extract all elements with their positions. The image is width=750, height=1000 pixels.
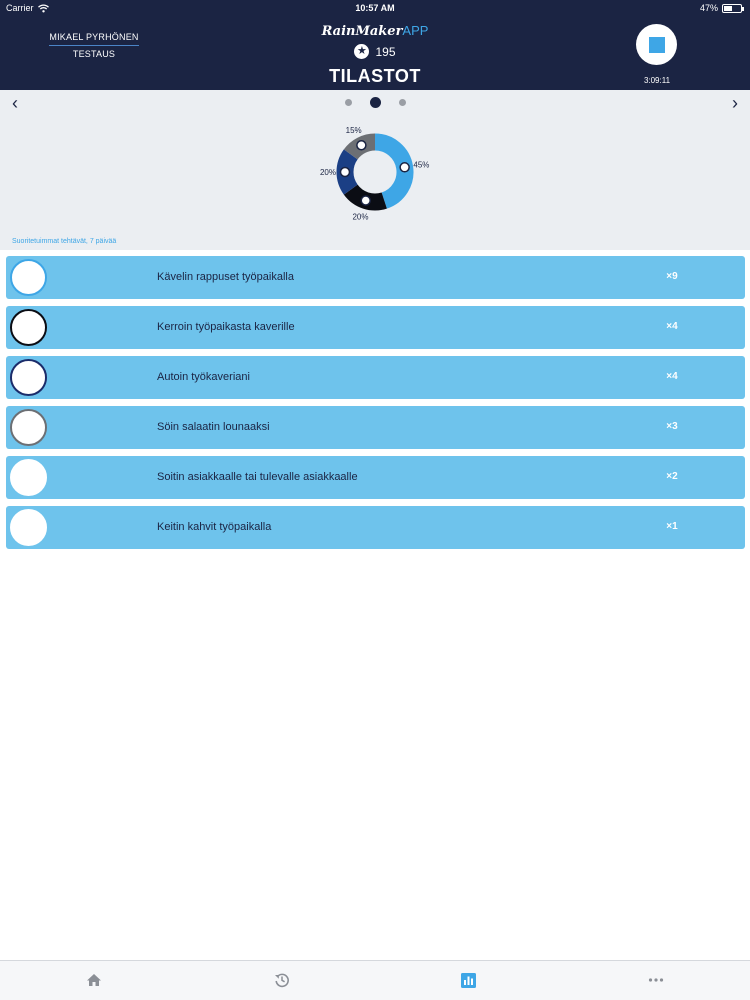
task-row[interactable]	[6, 456, 745, 499]
task-label: Söin salaatin lounaaksi	[157, 421, 270, 433]
page-indicator	[0, 97, 750, 108]
battery-level	[724, 6, 732, 11]
task-marker	[10, 259, 47, 296]
prev-page-chevron-icon[interactable]: ‹	[12, 93, 18, 113]
tab-home[interactable]	[79, 969, 109, 991]
task-marker	[10, 459, 47, 496]
logo-script: RainMaker	[321, 24, 403, 39]
task-marker	[10, 359, 47, 396]
more-icon	[648, 977, 664, 983]
user-name: MIKAEL PYRHÖNEN	[49, 32, 138, 46]
tab-stats[interactable]	[453, 969, 483, 991]
slice-marker	[361, 196, 370, 205]
slice-marker	[341, 168, 350, 177]
task-count: ×3	[666, 421, 678, 432]
battery	[700, 3, 742, 13]
battery-icon	[722, 4, 742, 13]
timer: 3:09:11	[643, 76, 671, 85]
logo-app: APP	[402, 23, 429, 38]
task-row[interactable]	[6, 256, 745, 299]
task-count: ×2	[666, 471, 678, 482]
chart-slice	[375, 142, 405, 201]
star-icon: ★	[354, 44, 369, 59]
slice-marker	[400, 163, 409, 172]
carrier-label: Carrier	[6, 3, 34, 13]
task-label: Soitin asiakkaalle tai tulevalle asiakkaalle	[157, 471, 358, 483]
stop-timer-button[interactable]	[636, 24, 677, 65]
next-page-chevron-icon[interactable]: ›	[732, 93, 738, 113]
slice-label: 45%	[413, 160, 430, 170]
app-header	[0, 16, 750, 90]
page-title: TILASTOT	[329, 66, 421, 86]
task-marker	[10, 509, 47, 546]
slice-label: 15%	[345, 126, 362, 136]
task-marker	[10, 409, 47, 446]
slice-label: 20%	[319, 168, 337, 177]
stats-chart-panel	[0, 90, 750, 250]
task-count: ×4	[666, 321, 678, 332]
user-team: TESTAUS	[72, 49, 116, 59]
page-dot[interactable]	[399, 99, 406, 106]
task-row[interactable]	[6, 406, 745, 449]
task-marker	[10, 309, 47, 346]
page-dot[interactable]	[345, 99, 352, 106]
battery-percent: 47%	[699, 3, 718, 13]
task-row[interactable]	[6, 306, 745, 349]
tab-bar	[0, 960, 750, 1000]
history-icon	[274, 972, 290, 988]
stop-icon	[649, 37, 665, 53]
task-label: Kerroin työpaikasta kaverille	[157, 321, 295, 333]
task-label: Keitin kahvit työpaikalla	[157, 521, 272, 533]
donut-chart	[300, 120, 450, 230]
task-count: ×9	[666, 271, 678, 282]
status-bar	[0, 0, 750, 16]
task-label: Autoin työkaveriani	[157, 371, 250, 383]
points-value: 195	[375, 44, 396, 59]
chart-caption: Suoritetuimmat tehtävät, 7 päivää	[12, 238, 117, 245]
task-count: ×4	[666, 371, 678, 382]
task-row[interactable]	[6, 506, 745, 549]
task-list	[6, 256, 745, 556]
page-dot[interactable]	[370, 97, 381, 108]
task-count: ×1	[666, 521, 678, 532]
task-row[interactable]	[6, 356, 745, 399]
task-label: Kävelin rappuset työpaikalla	[157, 271, 294, 283]
slice-label: 20%	[352, 212, 369, 222]
slice-marker	[357, 141, 366, 150]
tab-history[interactable]	[267, 969, 297, 991]
stats-icon	[461, 973, 476, 988]
home-icon	[86, 973, 102, 987]
status-time: 10:57 AM	[355, 3, 395, 13]
tab-more[interactable]	[641, 969, 671, 991]
